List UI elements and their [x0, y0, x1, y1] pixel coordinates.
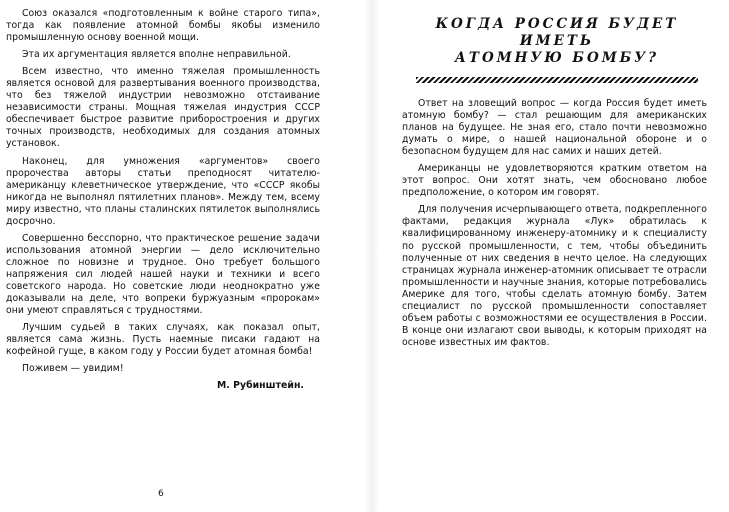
left-page-body — [6, 8, 320, 397]
author-signature: М. Рубинштейн. — [216, 380, 304, 392]
paragraph: Ответ на зловещий вопрос — когда Россия будет иметь атомную бомбу? — стал решающим для американских планов на будущее. Не зная его, стало почти невозможно думать о мире, о нашей национальной обороне и о безопасном будущем для нас самих и наших детей. — [402, 98, 707, 158]
paragraph: Эта их аргументация является вполне неправильной. — [22, 49, 291, 61]
page-number: 6 — [158, 489, 164, 499]
article-title-line-1: КОГДА РОССИЯ БУДЕТ ИМЕТЬ — [435, 16, 679, 49]
paragraph: Всем известно, что именно тяжелая промышленность является основой для развертывания военного производства, что без тяжелой индустрии невозможно отстаивание независимости страны. Мощная тяжелая индустрия СССР обеспечивает быстрое развитие приборостроения и других точных производств, необходимых для создания атомных установок. — [6, 66, 320, 150]
book-gutter — [364, 0, 380, 512]
paragraph: Совершенно бесспорно, что практическое решение задачи использования атомной энергии — дело исключительно сложное по новизне и трудное. Оно требует большого напряжения сил людей нашей науки и техники и всего советского народа. Но советские люди неоднократно уже доказывали на деле, что вопреки буржуазным «пророкам» они умеют справляться с трудностями. — [6, 232, 320, 317]
paragraph: Наконец, для умножения «аргументов» своего пророчества авторы статьи преподносят читателю-американцу клеветническое утверждение, что «СССР якобы никогда не выполнял пятилетних планов». Между тем, всему миру известно, что планы сталинских пятилеток выполнялись досрочно. — [6, 155, 320, 227]
article-title-block — [410, 16, 704, 83]
paragraph: Лучшим судьей в таких случаях, как показал опыт, является сама жизнь. Пусть наемные писаки гадают на кофейной гуще, в каком году у России будет атомная бомба! — [6, 322, 320, 358]
right-page-body — [402, 98, 707, 354]
right-page — [380, 0, 729, 512]
paragraph: Поживем — увидим! — [22, 363, 124, 375]
paragraph: Союз оказался «подготовленным к войне старого типа», тогда как появление атомной бомбы якобы изменило промышленную основу военной мощи. — [6, 8, 320, 44]
article-title-line-2: АТОМНУЮ БОМБУ? — [454, 50, 660, 66]
left-page — [0, 0, 364, 512]
paragraph: Для получения исчерпывающего ответа, подкрепленного фактами, редакция журнала «Лук» обратилась к квалифицированному инженеру-атомнику и к специалисту по русской промышленности, с тем, чтобы объединить полученные от них сведения в нечто целое. На следующих страницах журнала инженер-атомник описывает те отрасли промышленности и научные знания, которые потребовались Америке для того, чтобы сделать атомную бомбу. Затем специалист по русской промышленности сопоставляет объем работы с возможностями ее осуществления в России. В конце они излагают свои выводы, к которым приходят на основе известных им фактов. — [402, 204, 708, 348]
title-decorative-rule — [416, 77, 698, 83]
paragraph: Американцы не удовлетворяются кратким ответом на этот вопрос. Они хотят знать, чем обосновано любое предположение, о котором им говорят. — [402, 163, 707, 199]
